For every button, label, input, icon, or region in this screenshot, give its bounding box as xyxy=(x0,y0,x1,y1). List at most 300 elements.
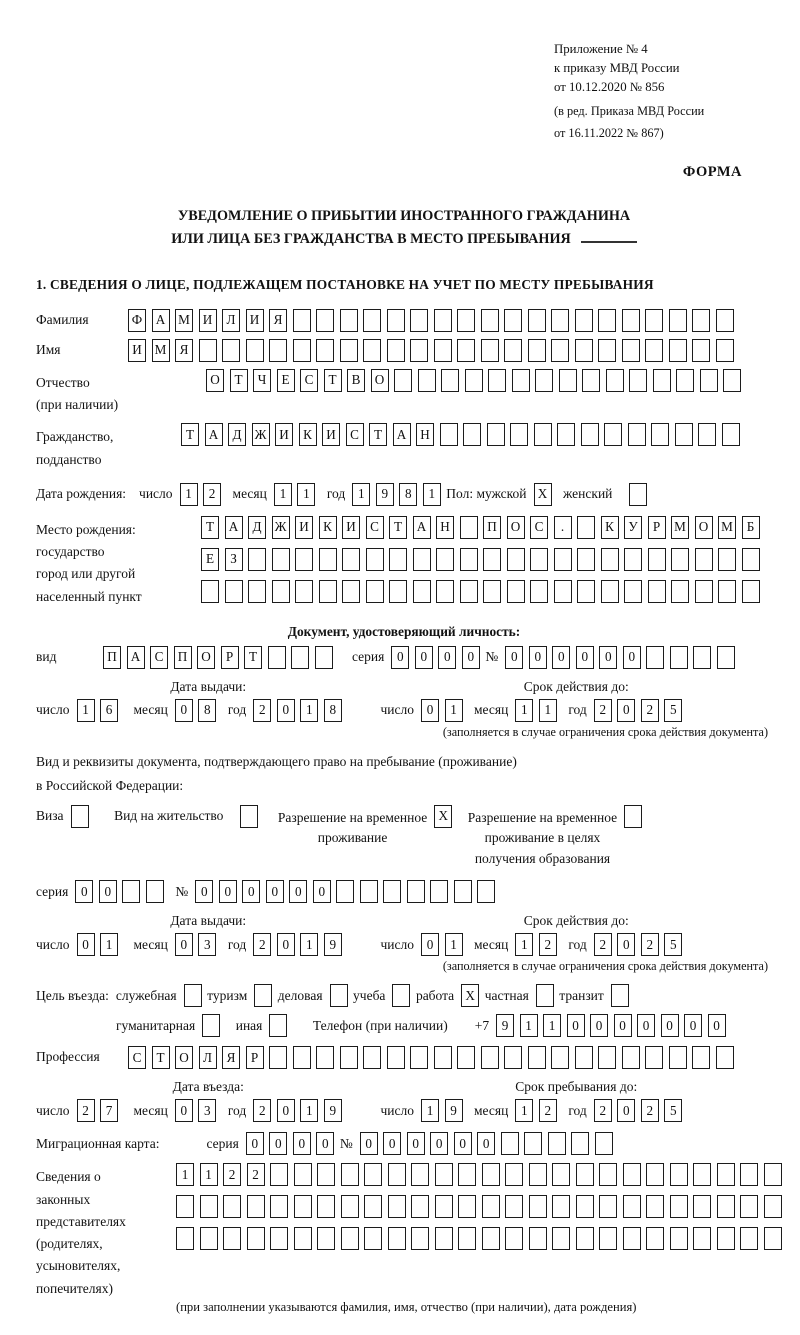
char-box[interactable]: 6 xyxy=(100,699,118,722)
char-box[interactable]: М xyxy=(175,309,193,332)
char-box[interactable] xyxy=(601,548,619,571)
char-box[interactable] xyxy=(581,423,599,446)
char-box[interactable] xyxy=(71,805,89,828)
char-box[interactable]: О xyxy=(206,369,224,392)
char-box[interactable]: И xyxy=(322,423,340,446)
char-box[interactable]: 1 xyxy=(180,483,198,506)
char-box[interactable] xyxy=(624,580,642,603)
char-box[interactable] xyxy=(184,984,202,1007)
char-box[interactable]: 0 xyxy=(576,646,594,669)
char-box[interactable] xyxy=(623,1227,641,1250)
char-box[interactable] xyxy=(410,309,428,332)
char-box[interactable]: 0 xyxy=(599,646,617,669)
char-box[interactable] xyxy=(294,1195,312,1218)
char-box[interactable]: О xyxy=(197,646,215,669)
char-box[interactable] xyxy=(740,1227,758,1250)
char-box[interactable] xyxy=(559,369,577,392)
char-box[interactable] xyxy=(717,1195,735,1218)
char-box[interactable] xyxy=(272,580,290,603)
char-box[interactable]: 1 xyxy=(200,1163,218,1186)
char-box[interactable] xyxy=(482,1227,500,1250)
visa-checkbox[interactable] xyxy=(71,805,95,828)
char-box[interactable] xyxy=(387,309,405,332)
char-box[interactable] xyxy=(463,423,481,446)
char-box[interactable] xyxy=(722,423,740,446)
char-box[interactable] xyxy=(716,1046,734,1069)
char-box[interactable]: 2 xyxy=(594,933,612,956)
char-box[interactable] xyxy=(270,1195,288,1218)
char-box[interactable]: 0 xyxy=(430,1132,448,1155)
char-box[interactable] xyxy=(411,1195,429,1218)
char-box[interactable] xyxy=(577,548,595,571)
char-box[interactable] xyxy=(392,984,410,1007)
char-box[interactable]: 0 xyxy=(552,646,570,669)
entry-year-cells[interactable] xyxy=(253,1099,347,1122)
char-box[interactable] xyxy=(410,1046,428,1069)
char-box[interactable] xyxy=(340,309,358,332)
char-box[interactable]: 0 xyxy=(617,1099,635,1122)
char-box[interactable]: 0 xyxy=(614,1014,632,1037)
char-box[interactable] xyxy=(536,984,554,1007)
char-box[interactable]: П xyxy=(483,516,501,539)
char-box[interactable]: 0 xyxy=(175,699,193,722)
char-box[interactable] xyxy=(507,548,525,571)
char-box[interactable]: 0 xyxy=(637,1014,655,1037)
birth-month-cells[interactable] xyxy=(274,483,321,506)
char-box[interactable] xyxy=(648,580,666,603)
char-box[interactable] xyxy=(269,339,287,362)
char-box[interactable] xyxy=(481,339,499,362)
char-box[interactable] xyxy=(363,309,381,332)
residence-permit-checkbox[interactable] xyxy=(240,805,264,828)
char-box[interactable] xyxy=(606,369,624,392)
char-box[interactable]: Ф xyxy=(128,309,146,332)
char-box[interactable] xyxy=(530,580,548,603)
char-box[interactable] xyxy=(504,309,522,332)
char-box[interactable] xyxy=(200,1195,218,1218)
char-box[interactable] xyxy=(505,1163,523,1186)
char-box[interactable] xyxy=(670,1163,688,1186)
char-box[interactable]: П xyxy=(103,646,121,669)
char-box[interactable]: Ч xyxy=(253,369,271,392)
char-box[interactable] xyxy=(430,880,448,903)
char-box[interactable]: 0 xyxy=(617,933,635,956)
stay-day-cells[interactable] xyxy=(421,1099,468,1122)
char-box[interactable] xyxy=(487,423,505,446)
firstname-cells[interactable] xyxy=(128,339,739,362)
char-box[interactable]: 0 xyxy=(175,933,193,956)
char-box[interactable] xyxy=(440,423,458,446)
char-box[interactable] xyxy=(407,880,425,903)
char-box[interactable] xyxy=(529,1163,547,1186)
char-box[interactable] xyxy=(458,1195,476,1218)
char-box[interactable]: 1 xyxy=(300,933,318,956)
char-box[interactable]: 0 xyxy=(313,880,331,903)
char-box[interactable]: К xyxy=(601,516,619,539)
valid-day-cells[interactable] xyxy=(421,933,468,956)
char-box[interactable]: 0 xyxy=(415,646,433,669)
char-box[interactable]: 9 xyxy=(324,933,342,956)
char-box[interactable]: 0 xyxy=(219,880,237,903)
char-box[interactable]: 2 xyxy=(594,1099,612,1122)
char-box[interactable] xyxy=(342,548,360,571)
char-box[interactable] xyxy=(411,1163,429,1186)
char-box[interactable] xyxy=(742,548,760,571)
char-box[interactable] xyxy=(716,309,734,332)
char-box[interactable]: 2 xyxy=(641,933,659,956)
char-box[interactable] xyxy=(646,1163,664,1186)
char-box[interactable]: 0 xyxy=(277,1099,295,1122)
char-box[interactable] xyxy=(383,880,401,903)
char-box[interactable] xyxy=(363,1046,381,1069)
char-box[interactable] xyxy=(552,1195,570,1218)
char-box[interactable]: Е xyxy=(201,548,219,571)
char-box[interactable]: Д xyxy=(248,516,266,539)
purpose-opt1-checkbox[interactable] xyxy=(184,984,208,1007)
char-box[interactable]: 5 xyxy=(664,1099,682,1122)
char-box[interactable]: 0 xyxy=(195,880,213,903)
char-box[interactable] xyxy=(528,1046,546,1069)
char-box[interactable] xyxy=(595,1132,613,1155)
char-box[interactable]: 1 xyxy=(543,1014,561,1037)
representatives-row1-cells[interactable] xyxy=(176,1163,787,1186)
char-box[interactable]: 2 xyxy=(253,1099,271,1122)
doc-series-cells[interactable] xyxy=(391,646,485,669)
stay-month-cells[interactable] xyxy=(515,1099,562,1122)
char-box[interactable] xyxy=(413,580,431,603)
char-box[interactable] xyxy=(501,1132,519,1155)
char-box[interactable] xyxy=(693,1163,711,1186)
purpose-opt8-checkbox[interactable] xyxy=(202,1014,226,1037)
char-box[interactable]: 0 xyxy=(421,933,439,956)
char-box[interactable] xyxy=(366,580,384,603)
char-box[interactable] xyxy=(742,580,760,603)
char-box[interactable] xyxy=(740,1195,758,1218)
char-box[interactable] xyxy=(268,646,286,669)
char-box[interactable] xyxy=(529,1227,547,1250)
char-box[interactable] xyxy=(576,1163,594,1186)
char-box[interactable] xyxy=(764,1163,782,1186)
char-box[interactable] xyxy=(646,1195,664,1218)
sex-male-checkbox[interactable] xyxy=(534,483,558,506)
char-box[interactable]: 1 xyxy=(423,483,441,506)
char-box[interactable] xyxy=(316,1046,334,1069)
char-box[interactable]: К xyxy=(319,516,337,539)
char-box[interactable]: 8 xyxy=(198,699,216,722)
char-box[interactable]: 9 xyxy=(496,1014,514,1037)
char-box[interactable] xyxy=(317,1163,335,1186)
char-box[interactable] xyxy=(604,423,622,446)
char-box[interactable] xyxy=(510,423,528,446)
purpose-opt2-checkbox[interactable] xyxy=(254,984,278,1007)
char-box[interactable] xyxy=(270,1163,288,1186)
char-box[interactable]: 0 xyxy=(661,1014,679,1037)
issue-year-cells[interactable] xyxy=(253,699,347,722)
char-box[interactable]: 1 xyxy=(274,483,292,506)
char-box[interactable] xyxy=(670,1195,688,1218)
char-box[interactable] xyxy=(718,580,736,603)
char-box[interactable]: 2 xyxy=(594,699,612,722)
char-box[interactable] xyxy=(293,1046,311,1069)
char-box[interactable]: Л xyxy=(199,1046,217,1069)
char-box[interactable]: 0 xyxy=(242,880,260,903)
char-box[interactable] xyxy=(341,1195,359,1218)
char-box[interactable]: X xyxy=(434,805,452,828)
char-box[interactable]: Т xyxy=(389,516,407,539)
char-box[interactable]: Д xyxy=(228,423,246,446)
char-box[interactable]: X xyxy=(461,984,479,1007)
char-box[interactable]: 1 xyxy=(520,1014,538,1037)
char-box[interactable] xyxy=(341,1163,359,1186)
char-box[interactable]: И xyxy=(199,309,217,332)
char-box[interactable] xyxy=(723,369,741,392)
phone-cells[interactable] xyxy=(496,1014,731,1037)
char-box[interactable] xyxy=(716,339,734,362)
profession-cells[interactable] xyxy=(128,1046,739,1069)
char-box[interactable]: С xyxy=(346,423,364,446)
char-box[interactable] xyxy=(623,1195,641,1218)
char-box[interactable]: 1 xyxy=(300,1099,318,1122)
char-box[interactable]: А xyxy=(205,423,223,446)
char-box[interactable] xyxy=(458,1163,476,1186)
char-box[interactable] xyxy=(240,805,258,828)
char-box[interactable] xyxy=(534,423,552,446)
char-box[interactable] xyxy=(598,1046,616,1069)
char-box[interactable]: И xyxy=(128,339,146,362)
char-box[interactable]: П xyxy=(174,646,192,669)
char-box[interactable] xyxy=(624,805,642,828)
char-box[interactable]: 1 xyxy=(77,699,95,722)
char-box[interactable] xyxy=(199,339,217,362)
char-box[interactable] xyxy=(669,1046,687,1069)
char-box[interactable] xyxy=(504,1046,522,1069)
char-box[interactable]: С xyxy=(530,516,548,539)
char-box[interactable] xyxy=(629,369,647,392)
char-box[interactable]: 0 xyxy=(277,699,295,722)
char-box[interactable]: 9 xyxy=(445,1099,463,1122)
issue-year-cells[interactable] xyxy=(253,933,347,956)
char-box[interactable] xyxy=(692,339,710,362)
char-box[interactable] xyxy=(571,1132,589,1155)
char-box[interactable] xyxy=(388,1163,406,1186)
char-box[interactable] xyxy=(622,309,640,332)
char-box[interactable] xyxy=(740,1163,758,1186)
char-box[interactable]: 0 xyxy=(175,1099,193,1122)
char-box[interactable]: Л xyxy=(222,309,240,332)
char-box[interactable] xyxy=(388,1195,406,1218)
char-box[interactable]: Т xyxy=(201,516,219,539)
char-box[interactable] xyxy=(315,646,333,669)
char-box[interactable] xyxy=(717,1227,735,1250)
char-box[interactable] xyxy=(599,1227,617,1250)
char-box[interactable]: 2 xyxy=(539,1099,557,1122)
sex-female-checkbox[interactable] xyxy=(629,483,653,506)
char-box[interactable] xyxy=(646,646,664,669)
char-box[interactable] xyxy=(504,339,522,362)
char-box[interactable] xyxy=(223,1227,241,1250)
char-box[interactable] xyxy=(551,339,569,362)
char-box[interactable] xyxy=(717,1163,735,1186)
char-box[interactable] xyxy=(598,309,616,332)
char-box[interactable] xyxy=(410,339,428,362)
char-box[interactable]: Б xyxy=(742,516,760,539)
temp-permit-checkbox[interactable] xyxy=(434,805,458,828)
char-box[interactable] xyxy=(435,1227,453,1250)
char-box[interactable] xyxy=(389,548,407,571)
char-box[interactable] xyxy=(505,1227,523,1250)
char-box[interactable]: М xyxy=(671,516,689,539)
char-box[interactable]: Я xyxy=(269,309,287,332)
char-box[interactable] xyxy=(477,880,495,903)
char-box[interactable]: 0 xyxy=(617,699,635,722)
char-box[interactable] xyxy=(575,339,593,362)
char-box[interactable]: Т xyxy=(369,423,387,446)
stay-year-cells[interactable] xyxy=(594,1099,688,1122)
char-box[interactable] xyxy=(330,984,348,1007)
char-box[interactable] xyxy=(454,880,472,903)
char-box[interactable]: 0 xyxy=(567,1014,585,1037)
char-box[interactable]: 0 xyxy=(462,646,480,669)
birth-year-cells[interactable] xyxy=(352,483,446,506)
char-box[interactable] xyxy=(717,646,735,669)
char-box[interactable] xyxy=(692,1046,710,1069)
char-box[interactable] xyxy=(599,1195,617,1218)
migration-series-cells[interactable] xyxy=(246,1132,340,1155)
patronymic-cells[interactable] xyxy=(206,369,747,392)
char-box[interactable] xyxy=(146,880,164,903)
char-box[interactable]: А xyxy=(152,309,170,332)
char-box[interactable] xyxy=(646,1227,664,1250)
char-box[interactable] xyxy=(554,580,572,603)
char-box[interactable] xyxy=(576,1195,594,1218)
char-box[interactable] xyxy=(294,1227,312,1250)
entry-day-cells[interactable] xyxy=(77,1099,124,1122)
char-box[interactable] xyxy=(434,1046,452,1069)
char-box[interactable] xyxy=(295,580,313,603)
char-box[interactable]: 0 xyxy=(407,1132,425,1155)
char-box[interactable] xyxy=(340,339,358,362)
char-box[interactable]: 9 xyxy=(324,1099,342,1122)
char-box[interactable]: 2 xyxy=(539,933,557,956)
char-box[interactable]: 0 xyxy=(289,880,307,903)
purpose-opt3-checkbox[interactable] xyxy=(330,984,354,1007)
char-box[interactable] xyxy=(482,1163,500,1186)
char-box[interactable] xyxy=(482,1195,500,1218)
char-box[interactable] xyxy=(695,548,713,571)
char-box[interactable] xyxy=(552,1227,570,1250)
char-box[interactable]: 1 xyxy=(515,933,533,956)
char-box[interactable]: 0 xyxy=(477,1132,495,1155)
char-box[interactable] xyxy=(483,548,501,571)
char-box[interactable]: X xyxy=(534,483,552,506)
char-box[interactable] xyxy=(718,548,736,571)
char-box[interactable]: 0 xyxy=(77,933,95,956)
char-box[interactable] xyxy=(624,548,642,571)
char-box[interactable]: И xyxy=(246,309,264,332)
char-box[interactable] xyxy=(628,423,646,446)
char-box[interactable] xyxy=(460,516,478,539)
char-box[interactable] xyxy=(645,309,663,332)
char-box[interactable] xyxy=(764,1195,782,1218)
char-box[interactable]: 9 xyxy=(376,483,394,506)
char-box[interactable] xyxy=(551,1046,569,1069)
char-box[interactable]: З xyxy=(225,548,243,571)
valid-year-cells[interactable] xyxy=(594,933,688,956)
char-box[interactable] xyxy=(387,1046,405,1069)
char-box[interactable] xyxy=(530,548,548,571)
char-box[interactable]: 0 xyxy=(454,1132,472,1155)
char-box[interactable] xyxy=(629,483,647,506)
char-box[interactable] xyxy=(317,1195,335,1218)
char-box[interactable]: С xyxy=(366,516,384,539)
char-box[interactable] xyxy=(457,309,475,332)
char-box[interactable] xyxy=(319,580,337,603)
char-box[interactable] xyxy=(671,580,689,603)
char-box[interactable]: А xyxy=(413,516,431,539)
char-box[interactable] xyxy=(436,580,454,603)
char-box[interactable] xyxy=(176,1195,194,1218)
char-box[interactable]: 0 xyxy=(360,1132,378,1155)
char-box[interactable]: . xyxy=(554,516,572,539)
char-box[interactable]: 0 xyxy=(684,1014,702,1037)
char-box[interactable]: С xyxy=(128,1046,146,1069)
char-box[interactable] xyxy=(623,1163,641,1186)
char-box[interactable] xyxy=(246,339,264,362)
char-box[interactable] xyxy=(269,1014,287,1037)
char-box[interactable] xyxy=(295,548,313,571)
char-box[interactable] xyxy=(648,548,666,571)
residence-series-cells[interactable] xyxy=(75,880,169,903)
char-box[interactable] xyxy=(363,339,381,362)
char-box[interactable]: 1 xyxy=(176,1163,194,1186)
char-box[interactable] xyxy=(528,339,546,362)
char-box[interactable] xyxy=(577,580,595,603)
char-box[interactable] xyxy=(202,1014,220,1037)
char-box[interactable] xyxy=(270,1227,288,1250)
char-box[interactable] xyxy=(342,580,360,603)
char-box[interactable]: Ж xyxy=(272,516,290,539)
char-box[interactable]: И xyxy=(342,516,360,539)
char-box[interactable] xyxy=(575,309,593,332)
char-box[interactable] xyxy=(201,580,219,603)
char-box[interactable] xyxy=(360,880,378,903)
birth-day-cells[interactable] xyxy=(180,483,227,506)
char-box[interactable] xyxy=(575,1046,593,1069)
char-box[interactable] xyxy=(693,646,711,669)
char-box[interactable] xyxy=(695,580,713,603)
char-box[interactable] xyxy=(465,369,483,392)
char-box[interactable]: Т xyxy=(244,646,262,669)
char-box[interactable] xyxy=(698,423,716,446)
entry-month-cells[interactable] xyxy=(175,1099,222,1122)
char-box[interactable] xyxy=(599,1163,617,1186)
char-box[interactable]: 0 xyxy=(246,1132,264,1155)
char-box[interactable] xyxy=(411,1227,429,1250)
char-box[interactable]: А xyxy=(127,646,145,669)
char-box[interactable] xyxy=(223,1195,241,1218)
char-box[interactable] xyxy=(548,1132,566,1155)
char-box[interactable]: О xyxy=(695,516,713,539)
char-box[interactable] xyxy=(336,880,354,903)
char-box[interactable] xyxy=(669,309,687,332)
char-box[interactable] xyxy=(577,516,595,539)
char-box[interactable] xyxy=(364,1227,382,1250)
char-box[interactable]: У xyxy=(624,516,642,539)
char-box[interactable] xyxy=(294,1163,312,1186)
char-box[interactable] xyxy=(248,548,266,571)
char-box[interactable]: И xyxy=(275,423,293,446)
char-box[interactable]: Е xyxy=(277,369,295,392)
